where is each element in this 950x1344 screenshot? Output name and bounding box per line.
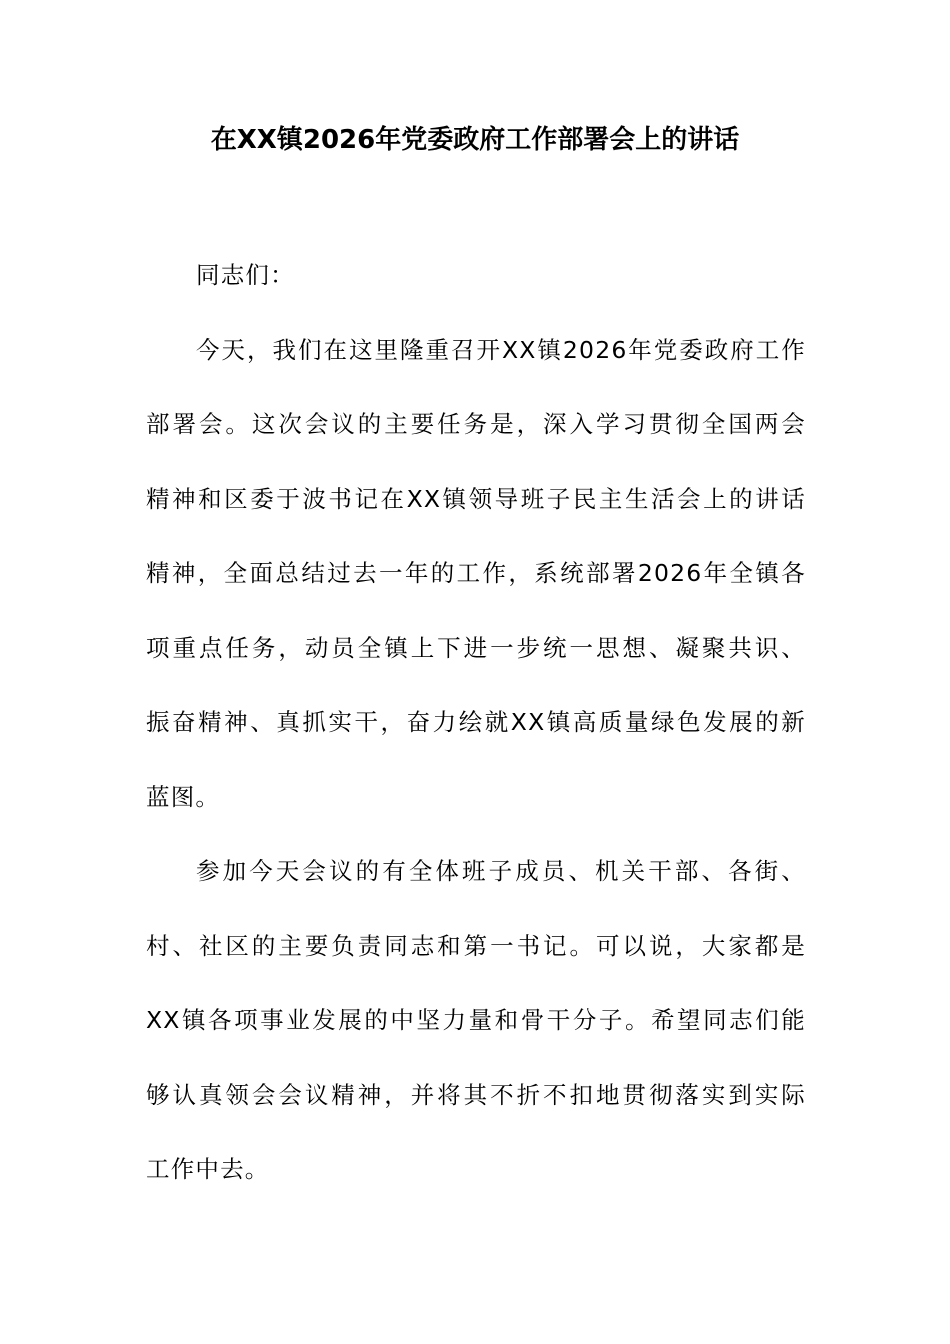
paragraph-line: 部署会。这次会议的主要任务是，深入学习贯彻全国两会 <box>146 410 806 438</box>
paragraph-line: 蓝图。 <box>146 782 221 811</box>
paragraph-line: 村、社区的主要负责同志和第一书记。可以说，大家都是 <box>146 931 806 960</box>
paragraph-1 <box>146 313 806 835</box>
paragraph-line: 工作中去。 <box>146 1155 270 1183</box>
paragraph-line: 够认真领会会议精神，并将其不折不扣地贯彻落实到实际 <box>146 1080 806 1109</box>
paragraph-line: 振奋精神、真抓实干，奋力绘就XX镇高质量绿色发展的新 <box>146 708 806 736</box>
document-body <box>146 238 806 1207</box>
paragraph-line: 参加今天会议的有全体班子成员、机关干部、各街、 <box>196 857 806 885</box>
paragraph-2 <box>146 834 806 1207</box>
paragraph-line: 项重点任务，动员全镇上下进一步统一思想、凝聚共识、 <box>146 633 806 662</box>
document-title: 在XX镇2026年党委政府工作部署会上的讲话 <box>210 125 740 155</box>
paragraph-line: XX镇各项事业发展的中坚力量和骨干分子。希望同志们能 <box>146 1006 806 1034</box>
paragraph-line: 今天，我们在这里隆重召开XX镇2026年党委政府工作 <box>196 335 806 364</box>
greeting: 同志们： <box>196 261 295 289</box>
paragraph-line: 精神和区委于波书记在XX镇领导班子民主生活会上的讲话 <box>146 484 806 513</box>
paragraph-line: 精神，全面总结过去一年的工作，系统部署2026年全镇各 <box>146 559 806 587</box>
